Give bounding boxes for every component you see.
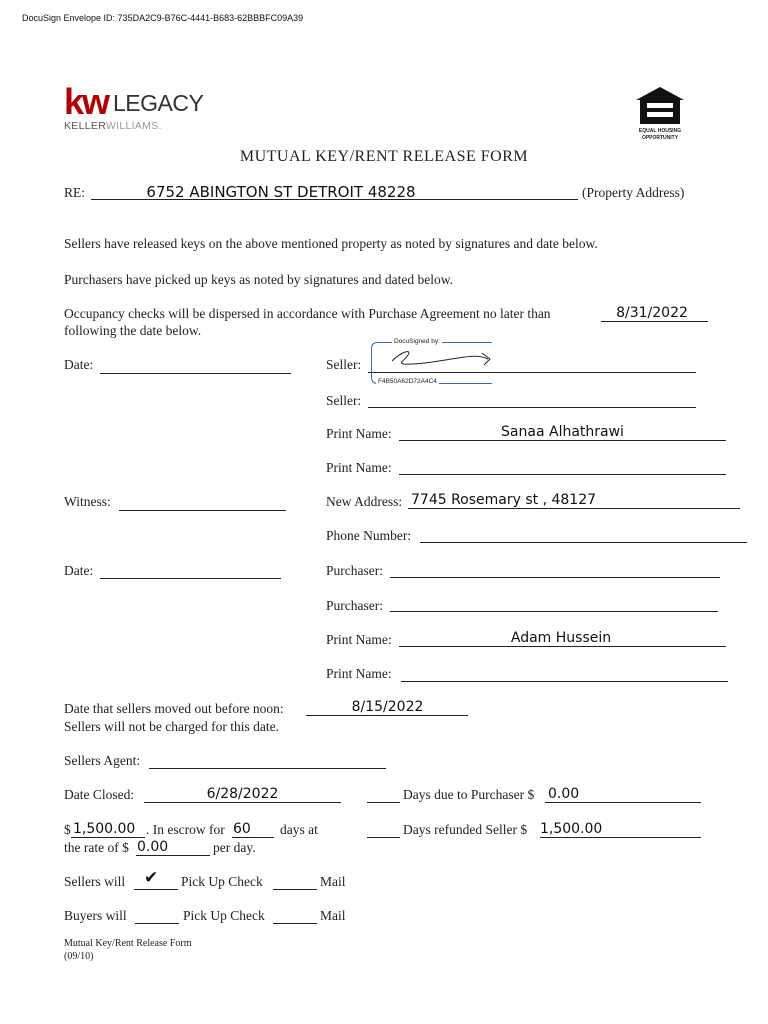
refunded-amount-value[interactable]: 1,500.00 <box>540 821 603 837</box>
seller-2-print-name-label: Print Name: <box>326 460 392 475</box>
buyers-mail-label: Mail <box>320 908 346 923</box>
purchaser-print-name-line <box>399 646 726 647</box>
days-refunded-count-line[interactable] <box>367 837 400 838</box>
re-label: RE: <box>64 185 86 200</box>
purchaser-date-label: Date: <box>64 563 94 578</box>
days-due-label: Days due to Purchaser $ <box>403 787 535 802</box>
sellers-pickup-line[interactable] <box>134 889 178 890</box>
seller-date-line[interactable] <box>100 373 291 374</box>
sellers-agent-line[interactable] <box>149 768 386 769</box>
sellers-pick-up-check-label: Pick Up Check <box>181 874 263 889</box>
escrow-days-value[interactable]: 60 <box>233 821 251 837</box>
date-closed-label: Date Closed: <box>64 787 135 802</box>
phone-number-line[interactable] <box>420 542 747 543</box>
rate-per-day-line <box>136 855 210 856</box>
seller-print-name-line <box>399 440 726 441</box>
form-title: MUTUAL KEY/RENT RELEASE FORM <box>239 148 529 165</box>
seller-date-label: Date: <box>64 357 94 372</box>
moved-out-date-line <box>306 715 468 716</box>
escrow-dollar-sign: $ <box>64 822 71 837</box>
purchasers-picked-up-text: Purchasers have picked up keys as noted by signatures and dated below. <box>64 272 454 287</box>
buyers-will-label: Buyers will <box>64 908 127 923</box>
purchaser-2-label: Purchaser: <box>326 598 383 613</box>
sellers-released-text: Sellers have released keys on the above mentioned property as noted by signatures and date below. <box>64 236 598 251</box>
days-due-amount-line <box>545 802 701 803</box>
escrow-amount-value[interactable]: 1,500.00 <box>73 821 136 837</box>
moved-out-label: Date that sellers moved out before noon: <box>64 701 284 716</box>
seller-print-name-label: Print Name: <box>326 426 392 441</box>
equal-housing-text: EQUAL HOUSING OPPORTUNITY <box>638 128 682 141</box>
property-address-caption: (Property Address) <box>582 185 685 200</box>
purchaser-print-name-value[interactable]: Adam Hussein <box>510 630 612 646</box>
seller-print-name-value[interactable]: Sanaa Alhathrawi <box>501 424 624 440</box>
not-charged-text: Sellers will not be charged for this date. <box>64 719 279 734</box>
seller-label: Seller: <box>326 357 362 372</box>
per-day-label: per day. <box>213 840 256 855</box>
escrow-amount-line <box>71 837 145 838</box>
refunded-amount-line <box>540 837 701 838</box>
new-address-value[interactable]: 7745 Rosemary st , 48127 <box>411 492 597 508</box>
rate-per-day-value[interactable]: 0.00 <box>137 839 169 855</box>
witness-label: Witness: <box>64 494 111 509</box>
purchaser-print-name-label: Print Name: <box>326 632 392 647</box>
sellers-agent-label: Sellers Agent: <box>64 753 141 768</box>
seller-signature-scribble[interactable] <box>378 345 496 373</box>
seller-2-label: Seller: <box>326 393 362 408</box>
rate-of-label: the rate of $ <box>64 840 129 855</box>
purchaser-label: Purchaser: <box>326 563 383 578</box>
occupancy-date-value[interactable]: 8/31/2022 <box>616 305 688 321</box>
purchaser-date-line[interactable] <box>100 578 281 579</box>
sellers-will-label: Sellers will <box>64 874 126 889</box>
checkmark-icon[interactable]: ✔ <box>144 868 159 888</box>
logo-legacy: LEGACY <box>113 90 204 116</box>
occupancy-text-continued: following the date below. <box>64 323 202 338</box>
logo-kw: kw <box>64 81 109 122</box>
occupancy-text: Occupancy checks will be dispersed in accordance with Purchase Agreement no later than <box>64 306 551 321</box>
date-closed-value[interactable]: 6/28/2022 <box>206 786 279 802</box>
seller-2-signature-line[interactable] <box>368 407 696 408</box>
signer-id: F4B50A62D72A4C4 <box>378 378 437 385</box>
buyers-pickup-line[interactable] <box>135 923 179 924</box>
sellers-mail-label: Mail <box>320 874 346 889</box>
purchaser-2-signature-line[interactable] <box>390 611 718 612</box>
days-at-label: days at <box>280 822 318 837</box>
escrow-days-line <box>232 837 274 838</box>
date-closed-line <box>144 802 341 803</box>
new-address-label: New Address: <box>326 494 403 509</box>
purchaser-2-print-name-label: Print Name: <box>326 666 392 681</box>
docusigned-by-label: DocuSigned by: <box>394 338 440 345</box>
phone-number-label: Phone Number: <box>326 528 412 543</box>
days-due-count-line[interactable] <box>367 802 400 803</box>
buyers-pick-up-check-label: Pick Up Check <box>183 908 265 923</box>
docusign-envelope-id: DocuSign Envelope ID: 735DA2C9-B76C-4441-B683-62BBBFC09A39 <box>22 13 304 23</box>
days-refunded-label: Days refunded Seller $ <box>403 822 528 837</box>
moved-out-date-value[interactable]: 8/15/2022 <box>351 699 424 715</box>
witness-line[interactable] <box>119 510 286 511</box>
in-escrow-label: . In escrow for <box>146 822 225 837</box>
sellers-mail-line[interactable] <box>273 889 317 890</box>
footer-form-version: (09/10) <box>64 951 94 962</box>
occupancy-date-line <box>601 321 708 322</box>
equal-housing-icon <box>628 84 692 128</box>
footer-form-name: Mutual Key/Rent Release Form <box>64 938 192 949</box>
new-address-line <box>408 508 740 509</box>
days-due-amount-value[interactable]: 0.00 <box>548 786 580 802</box>
property-address-value[interactable]: 6752 ABINGTON ST DETROIT 48228 <box>146 183 416 201</box>
buyers-mail-line[interactable] <box>273 923 317 924</box>
logo-keller-williams: KELLERWILLIAMS. <box>64 120 162 132</box>
seller-2-print-name-line[interactable] <box>399 474 726 475</box>
purchaser-signature-line[interactable] <box>390 577 720 578</box>
purchaser-2-print-name-line[interactable] <box>401 681 728 682</box>
